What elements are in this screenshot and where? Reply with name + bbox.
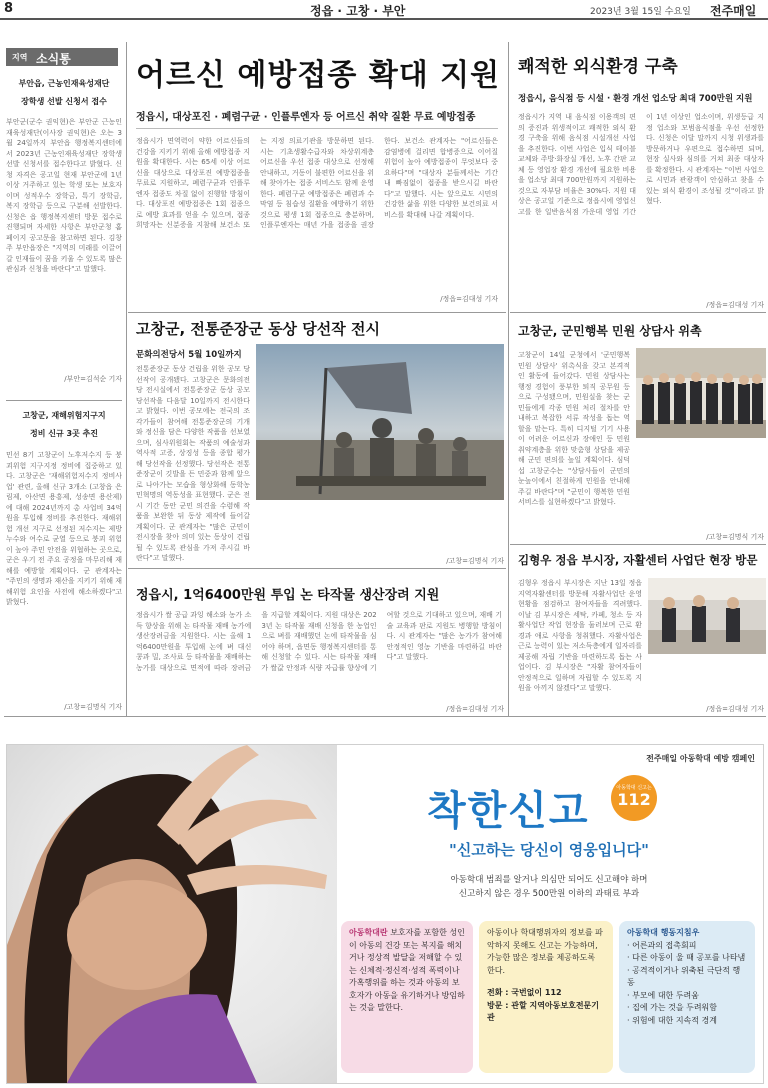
sidebar-item1-body: 부안군(군수 권익현)은 부안군 근농인재육성재단(이사장 권익현)은 오는 3월 24일까지 부안읍 행정복지센터에서 2023년 근농인재육성재단 장학생 선발 신청서를 접수한다고 밝혔다. 신청 자격은 공고일 현재 부안군에 1년 이상 거주하고 있는 학생 또는 보호자이며 성적우수 장학금, 특기 장학금, 복지 장학금 등으로 구분해 선발한다. 신청은 읍 행정복지센터 방문 접수로 진행되며 자세한 사항은 부안군청 홈페이지 공고문을 참고하면 된다. 김창주 부안읍장은 "지역의 미래를 이끌어갈 인재들이 꿈을 키울 수 있도록 많은 관심과 신청을 바란다"고 말했다. [6,118,122,273]
row-divider [510,312,766,313]
appointment-photo [636,348,766,438]
sidebar-label-prefix: 지역 [12,53,28,62]
ad-box3-item: · 위험에 대한 지속적 경계 [627,1015,718,1025]
sidebar-item2-title-2: 정비 신규 3곳 추진 [29,429,99,438]
statue-illustration [256,344,504,500]
article4-byline: /고창=김명식 기자 [706,533,764,541]
sidebar-label-text: 소식통 [36,52,71,66]
subhead-rule [136,128,498,129]
ad-box2-visit: 방문 : 관할 지역아동보호전문기관 [487,1000,600,1022]
issue-date: 2023년 3월 15일 수요일 [590,7,691,17]
article5-headline: 정읍시, 1억6400만원 투입 논 타작물 생산장려 지원 [136,588,440,603]
ad-info-box-report [479,921,613,1073]
article1-headline: 어르신 예방접종 확대 지원 [136,58,501,93]
ad-box2-phone: 전화 : 국번없이 112 [487,988,562,997]
article5-byline: /정읍=김대성 기자 [446,705,504,713]
ad-badge-number: 112 [617,790,651,809]
sidebar-item1-title-2: 장학생 선발 신청서 접수 [21,97,107,106]
article4-body-cont [636,442,766,528]
article1-body: 정읍시가 면역력이 약한 어르신들의 건강을 지키기 위해 올해 예방접종 지원을 확대한다. 시는 65세 이상 어르신을 대상으로 대상포진 예방접종을 무료로 지원하고, 폐렴구균과 인플루엔자 접종도 차질 없이 진행할 방침이다. 대상포진 예방접종은 1회 접종으로 예방 효과를 얻을 수 있으며, 접종 희망자는 신분증을 지참해 보건소 또는 지정 의료기관을 방문하면 된다. 시는 기초생활수급자와 차상위계층 어르신을 우선 접종 대상으로 선정해 안내하고, 거동이 불편한 어르신을 위해 찾아가는 접종 서비스도 함께 운영한다. 폐렴구균 예방접종은 폐렴과 수막염 등 침습성 질환을 예방하기 위한 것으로 평생 1회 접종으로 충분하며, 인플루엔자는 매년 가을 접종을 권장한다. 보건소 관계자는 "어르신들은 감염병에 걸리면 합병증으로 이어질 위험이 높아 예방접종이 무엇보다 중요하다"며 "대상자 분들께서는 기간 내 빠짐없이 접종을 받으시길 바란다"고 말했다. 시는 앞으로도 시민의 건강한 삶을 위한 다양한 보건의료 서비스를 확대해 나갈 계획이다. [136,137,498,229]
ad-box3-title: 아동학대 행동지침우 [627,928,700,937]
sidebar-item1-title-1: 부안읍, 근농인재육성재단 [18,79,110,88]
article5-body: 정읍시가 쌀 공급 과잉 해소와 농가 소득 향상을 위해 논 타작물 재배 농가에 생산장려금을 지원한다. 시는 올해 1억6400만원을 투입해 논에 벼 대신 콩과 밀, 조사료 등 타작물을 재배하는 농가를 대상으로 면적에 따라 장려금을 지급할 계획이다. 지원 대상은 2023년 논 타작물 재배 신청을 한 농업인으로 벼를 재배했던 논에 타작물을 심어야 하며, 읍면동 행정복지센터를 통해 신청할 수 있다. 시는 타작물 재배가 쌀값 안정과 식량 자급률 향상에 기여할 것으로 기대하고 있으며, 재배 기술 교육과 판로 지원도 병행할 방침이다. 시 관계자는 "많은 농가가 참여해 안정적인 영농 기반을 마련하길 바란다"고 말했다. [136,611,502,672]
row-divider [128,568,506,569]
ad-112-badge [611,775,657,821]
visit-photo-illustration [648,578,766,654]
article6-body: 김형우 정읍시 부시장은 지난 13일 정읍지역자활센터를 방문해 자활사업단 운영 현황을 점검하고 참여자들을 격려했다. 이날 김 부시장은 세탁, 카페, 청소 등 자활사업단 작업 현장을 둘러보며 근로 환경과 애로 사항을 청취했다. 자활사업은 근로 능력이 있는 저소득층에게 일자리를 제공해 자립 기반을 마련하도록 돕는 사업이다. 김 부시장은 "자활 참여자들이 안정적으로 일하며 자립할 수 있도록 지원을 아끼지 않겠다"고 말했다. [518,579,642,692]
ad-campaign-label: 전주매일 아동학대 예방 캠페인 [646,754,755,763]
group-photo-illustration [636,348,766,438]
sidebar-item2-title-1: 고창군, 재해위험지구지 [22,411,106,420]
article4-body: 고창군이 14일 군청에서 '군민행복 민원 상담사' 위촉식을 갖고 본격적인 활동에 들어갔다. 민원 상담사는 행정 경험이 풍부한 퇴직 공무원 등으로 구성됐으며, 민원실을 찾는 군민들에게 각종 민원 처리 절차를 안내하고 복잡한 서류 작성을 돕는 역할을 맡는다. 특히 디지털 기기 사용이 어려운 어르신과 장애인 등 민원 취약계층을 위한 맞춤형 상담을 제공해 군민 편의를 높일 계획이다. 심덕섭 고창군수는 "상담사들이 군민의 눈높이에서 친절하게 민원을 안내해 주길 바란다"며 "군민이 행복한 민원 서비스를 실현하겠다"고 밝혔다. [518,351,630,506]
ad-desc-line2: 신고하지 않은 경우 500만원 이하의 과태료 부과 [458,889,640,899]
masthead [0,0,768,20]
column-divider [126,42,127,717]
ad-box1-body: 보호자를 포함한 성인이 아동의 건강 또는 복지를 해치거나 정상적 발달을 저해할 수 있는 신체적·정신적·성적 폭력이나 가혹행위를 하는 것과 아동의 보호자가 아동을 유기하거나 방임하는 것을 말한다. [349,928,465,1012]
ad-badge-caption: 아동학대 신고는 [616,785,652,791]
article1-byline: /정읍=김대성 기자 [440,295,498,303]
sidebar-item2-body: 민선 8기 고창군이 노후저수지 등 붕괴위험 지구지정 정비에 집중하고 있다. 고창군은 '재해위험저수지 정비사업' 관련, 올해 신규 3개소 (고창읍 은림제, 아산면 용흥제, 성송면 용산제)에 대해 2024년까지 총 사업비 34억원을 투입해 정비를 추진한다. 재해위험 개선 지구로 선정된 저수지는 제방 누수와 여수로 균열 등으로 붕괴 위험이 높아 주민 안전을 위협하는 곳으로, 군은 우기 전 주요 공정을 마무리해 재해를 예방할 계획이다. 군 관계자는 "주민의 생명과 재산을 지키기 위해 재해위험 요인을 사전에 해소하겠다"고 밝혔다. [6,451,122,606]
sidebar-divider [6,400,122,401]
ad-box1-title: 아동학대란 [349,928,388,937]
article3-headline: 고창군, 전통준장군 동상 당선작 전시 [136,320,380,338]
article2-byline: /정읍=김대성 기자 [706,301,764,309]
ad-slogan: "신고하는 당신이 영웅입니다" [449,841,649,859]
article2-body: 정읍시가 지역 내 음식점 이용객의 편의 증진과 위생적이고 쾌적한 외식 환경 구축을 위해 음식점 시설개선 사업을 추진한다. 이번 사업은 입식 테이블 교체와 주방·화장실 개선, 노후 간판 교체 등 영업장 환경 개선에 필요한 비용을 업소당 최대 700만원까지 지원하는 것으로 자부담 비율은 30%다. 지원 대상은 공고일 기준으로 정읍시에 영업신고를 한 일반음식점 가운데 영업 기간이 1년 이상인 업소이며, 위생등급 지정 업소와 모범음식점을 우선 선정한다. 신청은 이달 말까지 시청 위생과를 방문하거나 우편으로 접수하면 되며, 현장 실사와 심의를 거쳐 최종 대상자를 확정한다. 시 관계자는 "이번 사업으로 시민과 관광객이 안심하고 찾을 수 있는 외식 환경이 조성될 것"이라고 밝혔다. [518,113,764,216]
article6-headline: 김형우 정읍 부시장, 자활센터 사업단 현장 방문 [518,553,758,567]
article2-headline: 쾌적한 외식환경 구축 [518,57,678,77]
crying-child-illustration [7,745,337,1083]
ad-box3-item: · 다른 아동이 울 때 공포를 나타냄 [627,953,746,962]
ad-box3-item: · 어른과의 접촉회피 [627,940,697,950]
article1-subhead: 정읍시, 대상포진 · 폐렴구균 · 인플루엔자 등 어르신 취약 질환 무료 예방접종 [136,112,476,123]
statue-photo [256,344,504,500]
article4-headline: 고창군, 군민행복 민원 상담사 위촉 [518,324,702,338]
ad-info-box-definition [341,921,473,1073]
article2-subhead: 정읍시, 음식점 등 시설 · 환경 개선 업소당 최대 700만원 지원 [518,94,753,104]
ad-campaign [6,744,764,1084]
newspaper-brand: 전주매일 [710,4,757,18]
ad-box3-item: · 부모에 대한 두려움 [627,990,700,1000]
section-title: 정읍 · 고창 · 부안 [310,4,406,18]
column-divider [508,42,509,717]
article3-subhead: 문화의전당서 5월 10일까지 [136,350,242,360]
ad-box2-body: 아동이나 학대행위자의 정보를 파악하지 못해도 신고는 가능하며, 가능한 많은 정보를 제공하도록 한다. [487,928,603,975]
article6-byline: /정읍=김대성 기자 [706,705,764,713]
ad-desc-line1: 아동학대 범죄를 알거나 의심만 되어도 신고해야 하며 [450,875,648,885]
ad-info-box-signs [619,921,755,1073]
article3-body-cont [256,504,504,556]
page-number: 8 [4,1,14,16]
ad-logo-text: 착한신고 [427,788,590,834]
article3-byline: /고창=김명식 기자 [446,557,504,565]
visit-photo [648,578,766,654]
sidebar-item2-byline: /고창=김명식 기자 [64,703,122,711]
row-divider [128,312,506,313]
ad-box3-item: · 집에 가는 것을 두려워함 [627,1003,718,1012]
sidebar-label [6,48,118,66]
sidebar-item1-byline: /부안=김석순 기자 [64,375,122,383]
ad-photo [7,745,337,1083]
article3-body: 전통준장군 동상 건립을 위한 공모 당선작이 공개됐다. 고창군은 문화의전당 전시실에서 전통준장군 동상 공모 당선작을 다음달 10일까지 전시한다고 밝혔다. 이번 공모에는 전국의 조각가들이 참여해 전통준장군의 기개와 정신을 담은 다양한 작품을 선보였으며, 심사위원회는 작품의 예술성과 역사적 고증, 상징성 등을 종합 평가해 당선작을 선정했다. 당선작은 전통준장군이 깃발을 든 민중과 함께 앞으로 나아가는 모습을 형상화해 동학농민혁명의 역동성을 표현했다. 군은 전시 기간 동안 군민 의견을 수렴해 작품을 보완한 뒤 동상 제작에 들어갈 계획이다. 군 관계자는 "많은 군민이 전시장을 찾아 의미 있는 동상이 건립될 수 있도록 관심을 가져 주시길 바란다"고 말했다. [136,365,250,562]
ad-box3-item: · 공격적이거나 위축된 극단적 행동 [627,965,741,987]
row-divider [4,716,766,717]
article6-body-cont [648,658,766,702]
row-divider [510,544,766,545]
